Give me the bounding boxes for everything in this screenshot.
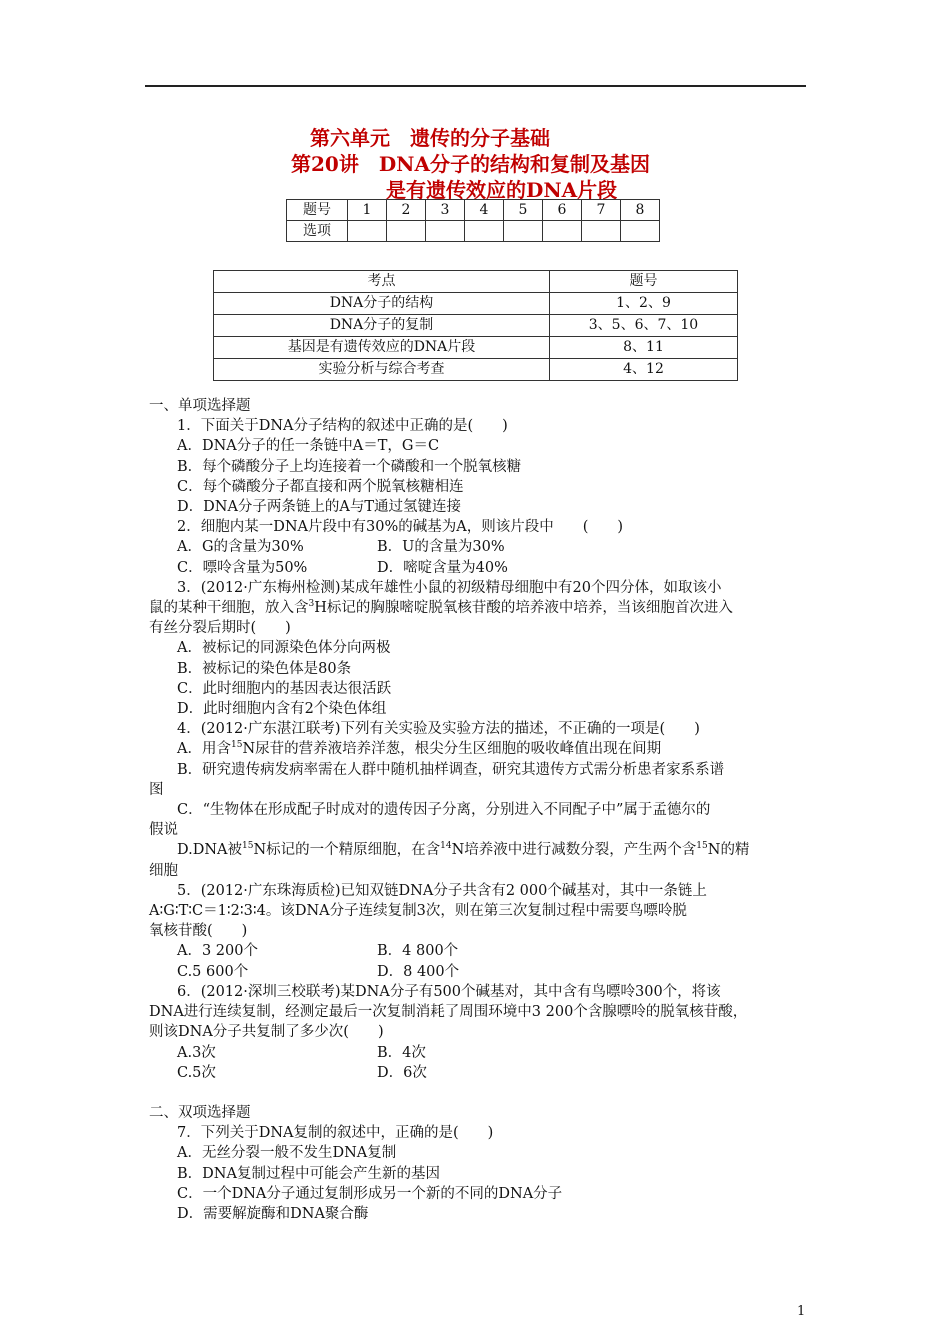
q3-stem-line3: 有丝分裂后期时( ) xyxy=(149,620,291,637)
q6-options-row1 xyxy=(149,1043,814,1063)
q2-option-b: B．U的含量为30% xyxy=(377,539,505,556)
answer-table-option-row xyxy=(287,221,660,242)
answer-table-cell: 1 xyxy=(348,200,387,221)
q4-text: N培养液中进行减数分裂，产生两个含 xyxy=(451,842,697,859)
q5-option-b: B．4 800个 xyxy=(377,943,459,960)
q5-options-row1 xyxy=(149,941,814,961)
q1-option-a: A．DNA分子的任一条链中A＝T，G＝C xyxy=(177,438,440,455)
q4-option-d-line1 xyxy=(149,840,814,860)
answer-table-cell: 2 xyxy=(387,200,426,221)
answer-table-cell: 4 xyxy=(465,200,504,221)
q7-option-c: C．一个DNA分子通过复制形成另一个新的不同的DNA分子 xyxy=(177,1185,563,1202)
section-heading-double-choice: 二、双项选择题 xyxy=(149,1104,251,1121)
q7-stem: 7．下列关于DNA复制的叙述中，正确的是( ) xyxy=(177,1125,494,1142)
answer-table xyxy=(286,199,660,242)
q3-stem-text: 鼠的某种干细胞，放入含 xyxy=(149,600,309,617)
q4-option-c-line1: C．“生物体在形成配子时成对的遗传因子分离，分别进入不同配子中”属于孟德尔的 xyxy=(177,802,711,819)
q3-stem-text: H标记的胸腺嘧啶脱氧核苷酸的培养液中培养，当该细胞首次进入 xyxy=(314,600,733,617)
q2-option-c: C．嘌呤含量为50% xyxy=(177,559,308,576)
q5-option-a: A．3 200个 xyxy=(177,943,258,960)
q6-stem-line1: 6．(2012·深圳三校联考)某DNA分子有500个碱基对，其中含有鸟嘌呤300个，将该 xyxy=(177,983,721,1000)
section-heading-single-choice: 一、单项选择题 xyxy=(149,398,251,414)
topic-cell: DNA分子的复制 xyxy=(214,315,550,337)
q4-text: N的精 xyxy=(707,842,750,859)
q1-stem: 1．下面关于DNA分子结构的叙述中正确的是( ) xyxy=(177,418,508,435)
topics-header-cell: 考点 xyxy=(214,271,550,293)
q5-option-c: C.5 600个 xyxy=(177,963,249,980)
answer-blank-cell[interactable] xyxy=(621,221,660,242)
answer-table-cell: 6 xyxy=(543,200,582,221)
superscript: 14 xyxy=(440,841,452,852)
q3-option-b: B．被标记的染色体是80条 xyxy=(177,660,352,677)
page-number: 1 xyxy=(797,1304,806,1319)
answer-table-cell: 7 xyxy=(582,200,621,221)
topic-cell: DNA分子的结构 xyxy=(214,293,550,315)
q2-options-row1 xyxy=(149,537,814,557)
header-rule xyxy=(145,85,806,87)
q3-option-c: C．此时细胞内的基因表达很活跃 xyxy=(177,680,392,697)
answer-table-cell: 5 xyxy=(504,200,543,221)
answer-table-cell: 选项 xyxy=(287,221,348,242)
question-numbers-cell: 4、12 xyxy=(550,359,738,381)
q6-stem-line3: 则该DNA分子共复制了多少次( ) xyxy=(149,1024,384,1041)
q3-stem-line1: 3．(2012·广东梅州检测)某成年雄性小鼠的初级精母细胞中有20个四分体，如取该小 xyxy=(177,579,722,596)
superscript: 15 xyxy=(696,841,708,852)
topic-cell: 实验分析与综合考查 xyxy=(214,359,550,381)
q2-option-a: A．G的含量为30% xyxy=(177,539,304,556)
question-numbers-cell: 1、2、9 xyxy=(550,293,738,315)
q4-option-b-line2: 图 xyxy=(149,781,164,798)
q4-text: D.DNA被 xyxy=(177,842,243,859)
q4-text: N尿苷的营养液培养洋葱，根尖分生区细胞的吸收峰值出现在间期 xyxy=(242,741,662,758)
answer-table-cell: 3 xyxy=(426,200,465,221)
answer-blank-cell[interactable] xyxy=(348,221,387,242)
q4-option-a xyxy=(149,739,814,759)
q2-option-d: D．嘧啶含量为40% xyxy=(377,559,508,576)
q5-stem-line1: 5．(2012·广东珠海质检)已知双链DNA分子共含有2 000个碱基对，其中一条链上 xyxy=(177,882,707,899)
topics-table xyxy=(213,270,738,381)
q6-option-c: C.5次 xyxy=(177,1064,216,1081)
q4-option-b-line1: B．研究遗传病发病率需在人群中随机抽样调查，研究其遗传方式需分析患者家系系谱 xyxy=(177,761,725,778)
answer-blank-cell[interactable] xyxy=(582,221,621,242)
q2-options-row2 xyxy=(149,558,814,578)
answer-blank-cell[interactable] xyxy=(465,221,504,242)
q7-option-a: A．无丝分裂一般不发生DNA复制 xyxy=(177,1145,397,1162)
superscript: 15 xyxy=(242,841,254,852)
q7-option-b: B．DNA复制过程中可能会产生新的基因 xyxy=(177,1165,440,1182)
topic-cell: 基因是有遗传效应的DNA片段 xyxy=(214,337,550,359)
table-row xyxy=(214,293,738,315)
unit-title: 第六单元 遗传的分子基础 xyxy=(310,126,550,150)
answer-table-cell: 8 xyxy=(621,200,660,221)
q5-stem-line3: 氧核苷酸( ) xyxy=(149,923,248,940)
answer-table-cell: 题号 xyxy=(287,200,348,221)
q3-stem-line2 xyxy=(149,598,814,618)
answer-blank-cell[interactable] xyxy=(426,221,465,242)
answer-blank-cell[interactable] xyxy=(387,221,426,242)
q4-text: A．用含 xyxy=(177,741,231,758)
topics-table-header xyxy=(214,271,738,293)
table-row xyxy=(214,315,738,337)
topics-header-cell: 题号 xyxy=(550,271,738,293)
q4-text: N标记的一个精原细胞，在含 xyxy=(253,842,441,859)
questions-body xyxy=(149,396,814,1224)
lecture-title-cont: 是有遗传效应的DNA片段 xyxy=(386,178,618,202)
superscript: 3 xyxy=(308,599,315,610)
q6-stem-line2: DNA进行连续复制，经测定最后一次复制消耗了周围环境中3 200个含腺嘌呤的脱氧核苷酸， xyxy=(149,1004,748,1021)
q5-stem-line2: A∶G∶T∶C＝1∶2∶3∶4。该DNA分子连续复制3次，则在第三次复制过程中需要鸟嘌呤脱 xyxy=(149,903,687,920)
q6-option-a: A.3次 xyxy=(177,1044,216,1061)
q1-option-b: B．每个磷酸分子上均连接着一个磷酸和一个脱氧核糖 xyxy=(177,458,522,475)
lecture-title: 第20讲 DNA分子的结构和复制及基因 xyxy=(291,152,650,176)
table-row xyxy=(214,337,738,359)
q7-option-d: D．需要解旋酶和DNA聚合酶 xyxy=(177,1205,369,1222)
answer-blank-cell[interactable] xyxy=(504,221,543,242)
q3-option-d: D．此时细胞内含有2个染色体组 xyxy=(177,701,387,718)
q5-option-d: D．8 400个 xyxy=(377,963,460,980)
question-numbers-cell: 3、5、6、7、10 xyxy=(550,315,738,337)
q1-option-c: C．每个磷酸分子都直接和两个脱氧核糖相连 xyxy=(177,478,464,495)
q6-options-row2 xyxy=(149,1063,814,1083)
q6-option-b: B．4次 xyxy=(377,1044,426,1061)
question-numbers-cell: 8、11 xyxy=(550,337,738,359)
answer-table-header-row xyxy=(287,200,660,221)
q1-option-d: D．DNA分子两条链上的A与T通过氢键连接 xyxy=(177,499,462,516)
answer-blank-cell[interactable] xyxy=(543,221,582,242)
table-row xyxy=(214,359,738,381)
superscript: 15 xyxy=(230,740,243,751)
q4-stem: 4．(2012·广东湛江联考)下列有关实验及实验方法的描述，不正确的一项是( ) xyxy=(177,721,700,738)
q6-option-d: D．6次 xyxy=(377,1064,427,1081)
q4-option-d-line2: 细胞 xyxy=(149,862,178,879)
section-gap xyxy=(149,1083,814,1103)
q5-options-row2 xyxy=(149,962,814,982)
q4-option-c-line2: 假说 xyxy=(149,822,178,839)
q2-stem: 2．细胞内某一DNA片段中有30%的碱基为A，则该片段中 ( ) xyxy=(177,519,624,536)
q3-option-a: A．被标记的同源染色体分向两极 xyxy=(177,640,391,657)
